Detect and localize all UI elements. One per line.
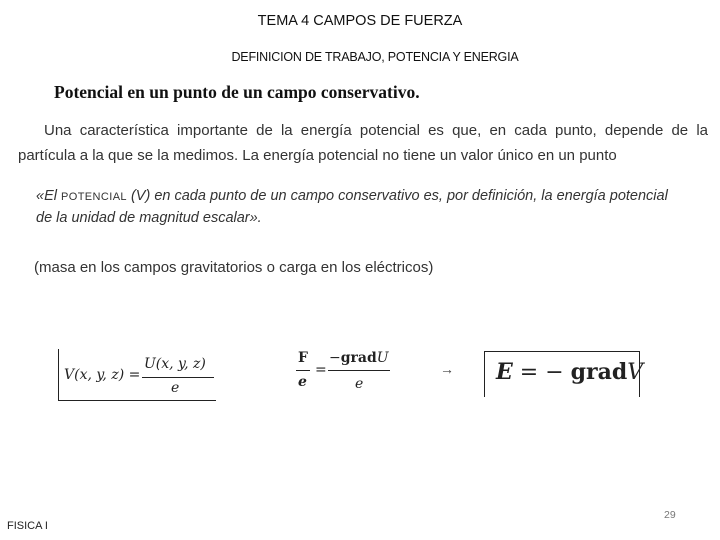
page-number: 29	[664, 509, 676, 521]
formula-1-denominator: e	[171, 380, 180, 396]
formula-3-field-gradient	[496, 359, 643, 385]
formula-3-grad: grad	[570, 359, 628, 385]
formula-3-equals-minus: = −	[512, 360, 571, 385]
definition-term: POTENCIAL	[61, 191, 127, 203]
formula-2-force: F	[298, 350, 308, 366]
formula-2-grad-var: U	[376, 350, 389, 366]
implies-arrow-icon: →	[440, 361, 454, 377]
formula-3-E: E	[496, 359, 513, 385]
formula-1-lhs: V(x, y, z) =	[64, 367, 141, 383]
section-heading: Potencial en un punto de un campo conservativo.	[54, 82, 420, 102]
slide-subtitle: DEFINICION DE TRABAJO, POTENCIA Y ENERGIA	[231, 50, 519, 64]
mass-charge-note: (masa en los campos gravitatorios o carga en los eléctricos)	[34, 259, 434, 276]
definition-before: «El	[36, 188, 61, 204]
formula-1-bottom-rule	[58, 400, 216, 401]
formula-1-numerator: U(x, y, z)	[144, 356, 206, 372]
formula-1-left-rule	[58, 349, 59, 401]
formula-3-V: V	[627, 360, 644, 385]
formula-2-fraction-bar-right	[328, 370, 390, 371]
formula-3-left-rule	[484, 352, 485, 397]
formula-2-right-denominator: e	[355, 376, 364, 392]
footer-course-label: FISICA I	[7, 520, 48, 532]
potential-definition	[36, 186, 672, 229]
formula-2-left-denominator: e	[298, 374, 307, 390]
formula-2-gradient-numerator	[329, 350, 389, 366]
formula-1-fraction-bar	[142, 377, 214, 378]
formula-2-minus: −	[329, 350, 341, 366]
formula-2-equals: =	[315, 362, 327, 378]
definition-after: (V) en cada punto de un campo conservativo es, por definición, la energía potencial de la unidad de magnitud escalar».	[36, 188, 668, 226]
intro-paragraph: Una característica importante de la energía potencial es que, en cada punto, depende de la partícula a la que se la medimos. La energía potencial no tiene un valor único en un punto	[18, 122, 708, 164]
formula-3-top-rule	[484, 351, 640, 352]
formula-2-grad: grad	[340, 350, 377, 366]
slide-title: TEMA 4 CAMPOS DE FUERZA	[257, 13, 463, 29]
formula-2-fraction-bar-left	[296, 370, 310, 371]
